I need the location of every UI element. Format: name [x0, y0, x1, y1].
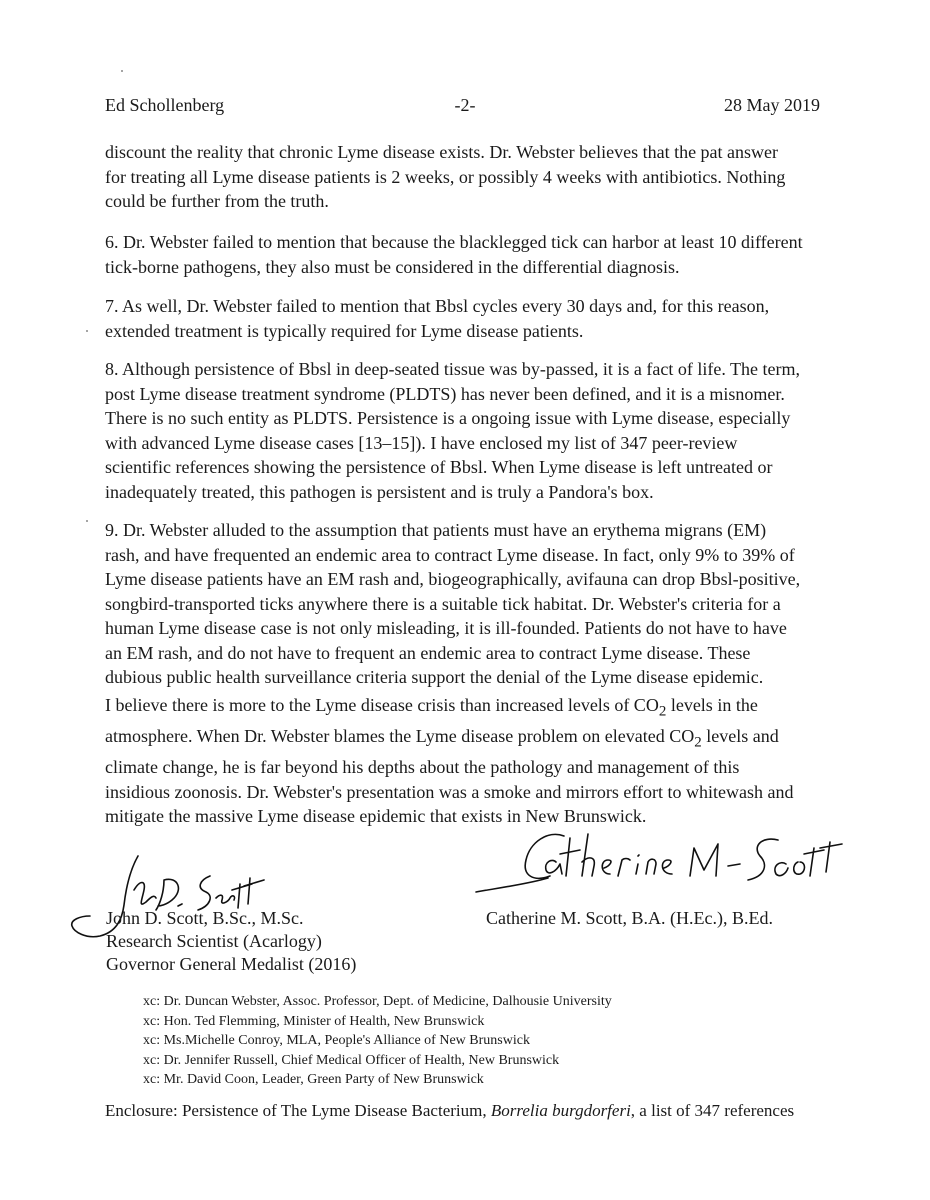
text-line: 7. As well, Dr. Webster failed to mention that Bbsl cycles every 30 days and, for this reason,	[105, 296, 770, 316]
copies-list	[143, 992, 612, 1090]
text-line: scientific references showing the persistence of Bbsl. When Lyme disease is left untreated or	[105, 457, 773, 477]
paragraph-conclusion	[105, 693, 825, 829]
header-recipient: Ed Schollenberg	[105, 95, 225, 115]
header-page-number: -2-	[454, 95, 476, 115]
text-line	[105, 724, 825, 755]
text-line: There is no such entity as PLDTS. Persistence is a ongoing issue with Lyme disease, especially	[105, 408, 791, 428]
text-line	[105, 693, 825, 724]
paragraph-point-9	[105, 518, 825, 690]
text-fragment: levels and	[701, 726, 779, 747]
signature-catherine-scott	[468, 818, 848, 900]
scan-speck	[86, 330, 88, 332]
text-line: insidious zoonosis. Dr. Webster's presentation was a smoke and mirrors effort to whitewash and	[105, 781, 794, 802]
enclosure-text: , a list of 347 references	[630, 1101, 795, 1120]
text-line: an EM rash, and do not have to frequent an endemic area to contract Lyme disease. These	[105, 642, 751, 663]
text-line: tick-borne pathogens, they also must be considered in the differential diagnosis.	[105, 256, 680, 277]
text-line: with advanced Lyme disease cases [13–15]). I have enclosed my list of 347 peer-review	[105, 432, 738, 453]
paragraph-point-7	[105, 294, 825, 343]
text-line: inadequately treated, this pathogen is persistent and is truly a Pandora's box.	[105, 481, 654, 502]
text-line: mitigate the massive Lyme disease epidemic that exists in New Brunswick.	[105, 806, 647, 827]
text-line: extended treatment is typically required for Lyme disease patients.	[105, 320, 584, 341]
text-line: 6. Dr. Webster failed to mention that because the blacklegged tick can harbor at least 10 different	[105, 232, 803, 252]
text-line: could be further from the truth.	[105, 191, 329, 211]
text-line: for treating all Lyme disease patients is 2 weeks, or possibly 4 weeks with antibiotics. Nothing	[105, 166, 786, 187]
signatory-honor: Governor General Medalist (2016)	[106, 954, 357, 974]
text-line: human Lyme disease case is not only misleading, it is ill-founded. Patients do not have to have	[105, 618, 787, 638]
scan-speck	[86, 520, 88, 522]
copy-recipient: xc: Ms.Michelle Conroy, MLA, People's Alliance of New Brunswick	[143, 1033, 530, 1048]
text-line: rash, and have frequented an endemic area to contract Lyme disease. In fact, only 9% to 39% of	[105, 544, 795, 565]
subscript: 2	[658, 703, 667, 720]
signature-block-john	[106, 907, 356, 976]
text-fragment: levels in the	[666, 695, 758, 715]
copy-recipient: xc: Dr. Jennifer Russell, Chief Medical Officer of Health, New Brunswick	[143, 1052, 560, 1068]
paragraph-continuation	[105, 140, 825, 214]
scan-speck	[121, 70, 123, 72]
copy-recipient: xc: Dr. Duncan Webster, Assoc. Professor, Dept. of Medicine, Dalhousie University	[143, 994, 612, 1009]
enclosure-species: Borrelia burgdorferi	[490, 1101, 631, 1120]
text-line: climate change, he is far beyond his depths about the pathology and management of this	[105, 757, 740, 778]
subscript: 2	[694, 734, 702, 751]
text-line: post Lyme disease treatment syndrome (PLDTS) has never been defined, and it is a misnomer.	[105, 383, 785, 404]
text-line: 8. Although persistence of Bbsl in deep-seated tissue was by-passed, it is a fact of life. The term,	[105, 359, 800, 379]
text-line: discount the reality that chronic Lyme disease exists. Dr. Webster believes that the pat answer	[105, 142, 779, 162]
signatory-title: Research Scientist (Acarlogy)	[106, 931, 322, 951]
text-fragment: atmosphere. When Dr. Webster blames the Lyme disease problem on elevated CO	[105, 726, 695, 747]
signatory-name: Catherine M. Scott, B.A. (H.Ec.), B.Ed.	[486, 908, 773, 928]
text-line: Lyme disease patients have an EM rash and, biogeographically, avifauna can drop Bbsl-positive,	[105, 569, 801, 589]
copy-recipient: xc: Mr. David Coon, Leader, Green Party of New Brunswick	[143, 1072, 484, 1087]
header-date: 28 May 2019	[724, 95, 820, 115]
signature-block-catherine	[486, 907, 773, 930]
text-fragment: I believe there is more to the Lyme disease crisis than increased levels of CO	[105, 695, 659, 715]
signatory-name: John D. Scott, B.Sc., M.Sc.	[106, 908, 304, 928]
enclosure-text: Enclosure: Persistence of The Lyme Disease Bacterium,	[105, 1101, 491, 1120]
text-line: 9. Dr. Webster alluded to the assumption that patients must have an erythema migrans (EM)	[105, 520, 767, 540]
copy-recipient: xc: Hon. Ted Flemming, Minister of Health, New Brunswick	[143, 1013, 485, 1029]
paragraph-point-8	[105, 357, 825, 504]
text-line: dubious public health surveillance criteria support the denial of the Lyme disease epidemic.	[105, 667, 764, 687]
text-line: songbird-transported ticks anywhere there is a suitable tick habitat. Dr. Webster's criteria for a	[105, 593, 781, 614]
paragraph-point-6	[105, 230, 825, 279]
enclosure-note	[105, 1100, 794, 1122]
